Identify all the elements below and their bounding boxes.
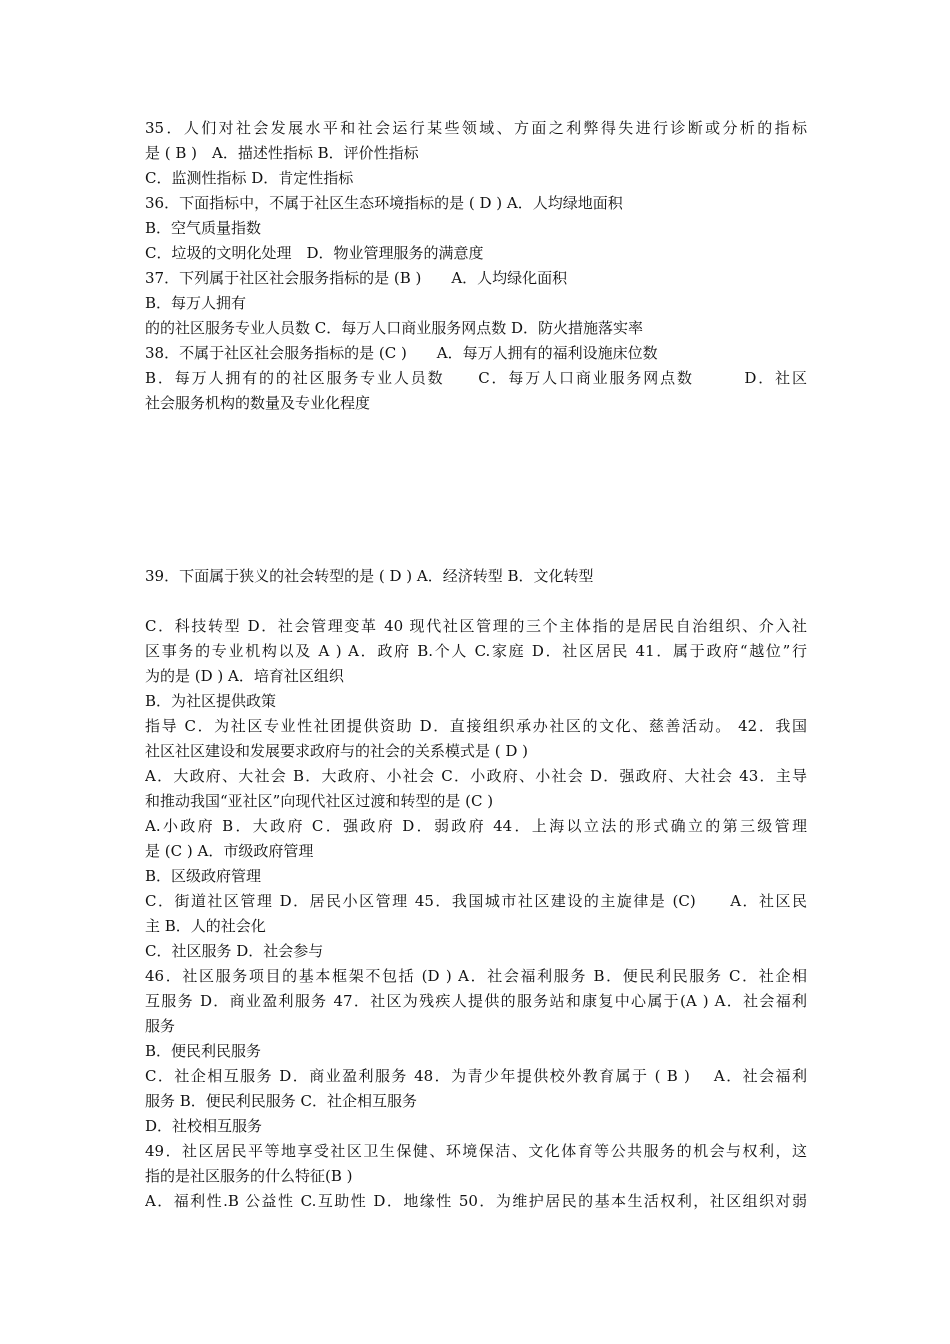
text-line: C．监测性指标 D．肯定性指标 <box>145 169 354 187</box>
text-line: 社区社区建设和发展要求政府与的社会的关系模式是 ( D ) <box>145 742 529 760</box>
text-line: B．空气质量指数 <box>145 219 262 237</box>
text-line: B．便民利民服务 <box>145 1042 262 1060</box>
text-block-questions-35-38 <box>145 116 807 416</box>
text-line: C．街道社区管理 D．居民小区管理 45．我国城市社区建设的主旋律是 (C) A．社区民 <box>145 892 807 910</box>
text-line: C．垃圾的文明化处理 D．物业管理服务的满意度 <box>145 244 484 262</box>
text-line: 49．社区居民平等地享受社区卫生保健、环境保洁、文化体育等公共服务的机会与权利，这 <box>145 1142 807 1160</box>
text-line: C．社企相互服务 D．商业盈利服务 48．为青少年提供校外教育属于 ( B ) A．社会福利 <box>145 1067 807 1085</box>
text-line: 和推动我国“亚社区”向现代社区过渡和转型的是 (C ) <box>145 792 494 810</box>
text-line: 46．社区服务项目的基本框架不包括 (D ) A．社会福利服务 B．便民利民服务 C．社企相 <box>145 967 807 985</box>
text-line: 主 B．人的社会化 <box>145 917 266 935</box>
text-block-question-39 <box>145 564 807 589</box>
text-line: A．大政府、大社会 B．大政府、小社会 C．小政府、小社会 D．强政府、大社会 43．主导 <box>145 767 807 785</box>
text-line: A.小政府 B．大政府 C．强政府 D．弱政府 44．上海以立法的形式确立的第三级管理 <box>145 817 807 835</box>
text-line: 38．不属于社区社会服务指标的是 (C ) A．每万人拥有的福利设施床位数 <box>145 344 658 362</box>
text-line: 互服务 D．商业盈利服务 47．社区为残疾人提供的服务站和康复中心属于(A ) A．社会福利 <box>145 992 807 1010</box>
text-line: C．社区服务 D．社会参与 <box>145 942 324 960</box>
text-line: 社会服务机构的数量及专业化程度 <box>145 394 371 412</box>
text-line: 是 (C ) A．市级政府管理 <box>145 842 314 860</box>
text-line: 指的是社区服务的什么特征(B ) <box>145 1167 353 1185</box>
text-line: 服务 B．便民利民服务 C．社企相互服务 <box>145 1092 418 1110</box>
text-line: A．福利性.B 公益性 C.互助性 D．地缘性 50．为维护居民的基本生活权利，社区组织对弱 <box>145 1192 807 1210</box>
text-line: 35．人们对社会发展水平和社会运行某些领域、方面之利弊得失进行诊断或分析的指标 <box>145 119 807 137</box>
text-line: B．每万人拥有 <box>145 294 247 312</box>
text-line: C．科技转型 D．社会管理变革 40 现代社区管理的三个主体指的是居民自治组织、介入社 <box>145 617 807 635</box>
text-line: 服务 <box>145 1017 176 1035</box>
text-line: 39．下面属于狭义的社会转型的是 ( D ) A．经济转型 B．文化转型 <box>145 567 594 585</box>
text-line: 区事务的专业机构以及 A ) A．政府 B.个人 C.家庭 D．社区居民 41．属于政府“越位”行 <box>145 642 807 660</box>
text-line: D．社校相互服务 <box>145 1117 263 1135</box>
text-line: 37．下列属于社区社会服务指标的是 (B ) A．人均绿化面积 <box>145 269 568 287</box>
text-line: B．每万人拥有的的社区服务专业人员数 C．每万人口商业服务网点数 D．社区 <box>145 369 807 387</box>
text-line: 是 ( B ) A．描述性指标 B．评价性指标 <box>145 144 419 162</box>
text-line: 指导 C．为社区专业性社团提供资助 D．直接组织承办社区的文化、慈善活动。 42．我国 <box>145 717 807 735</box>
text-block-questions-39-50 <box>145 614 807 1214</box>
text-line: 36．下面指标中，不属于社区生态环境指标的是 ( D ) A．人均绿地面积 <box>145 194 623 212</box>
text-line: B．为社区提供政策 <box>145 692 277 710</box>
text-line: 为的是 (D ) A．培育社区组织 <box>145 667 344 685</box>
text-line: B．区级政府管理 <box>145 867 262 885</box>
text-line: 的的社区服务专业人员数 C．每万人口商业服务网点数 D．防火措施落实率 <box>145 319 644 337</box>
